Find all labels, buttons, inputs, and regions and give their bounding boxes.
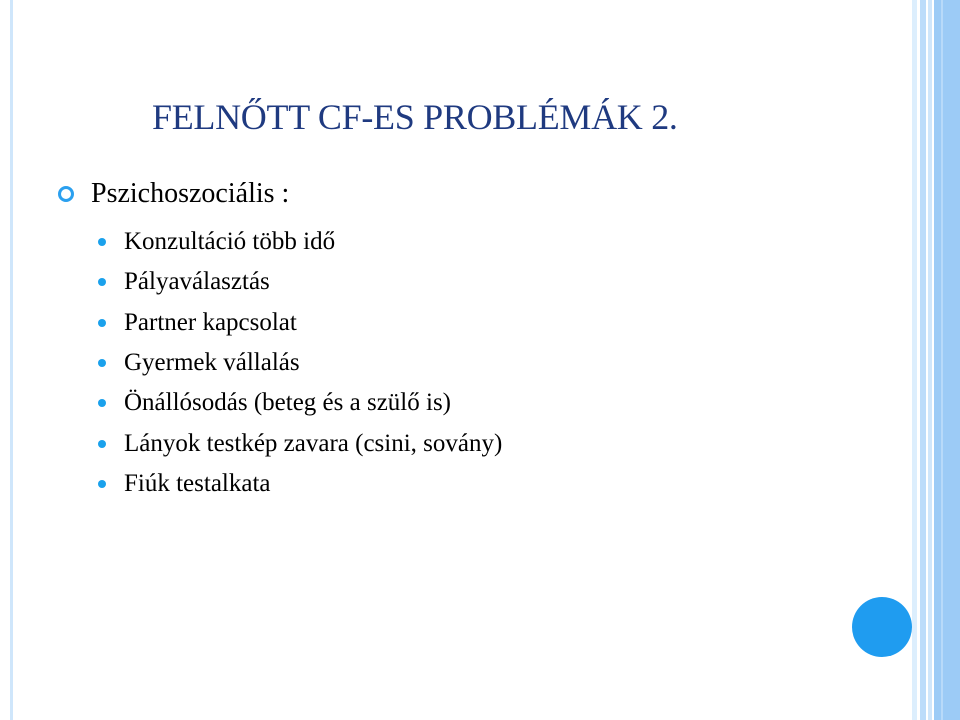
list-item xyxy=(98,464,502,504)
slide-title: FELNŐTT CF-ES PROBLÉMÁK 2. xyxy=(152,97,678,137)
right-decorative-stripe xyxy=(934,0,960,720)
list-item xyxy=(98,262,502,302)
list-item-text: Konzultáció több idő xyxy=(124,228,336,256)
sub-bullet-list xyxy=(98,222,502,504)
main-bullet-text: Pszichoszociális : xyxy=(91,178,290,209)
dot-bullet-icon xyxy=(98,440,106,448)
dot-bullet-icon xyxy=(98,399,106,407)
list-item xyxy=(98,222,502,262)
dot-bullet-icon xyxy=(98,238,106,246)
main-bullet xyxy=(58,178,289,210)
right-decorative-stripe xyxy=(920,0,926,720)
list-item-text: Partner kapcsolat xyxy=(124,308,297,336)
list-item-text: Önállósodás (beteg és a szülő is) xyxy=(124,389,452,417)
list-item xyxy=(98,423,502,463)
list-item-text: Lányok testkép zavara (csini, sovány) xyxy=(124,429,503,457)
ring-bullet-icon xyxy=(58,186,74,202)
right-decorative-stripe xyxy=(928,0,932,720)
left-decorative-line xyxy=(10,0,13,720)
list-item xyxy=(98,303,502,343)
right-decorative-stripe xyxy=(941,0,943,720)
list-item xyxy=(98,383,502,423)
list-item xyxy=(98,343,502,383)
dot-bullet-icon xyxy=(98,278,106,286)
list-item-text: Fiúk testalkata xyxy=(124,469,271,497)
right-decorative-stripe xyxy=(912,0,917,720)
list-item-text: Gyermek vállalás xyxy=(124,349,300,377)
list-item-text: Pályaválasztás xyxy=(124,268,270,296)
dot-bullet-icon xyxy=(98,319,106,327)
dot-bullet-icon xyxy=(98,480,106,488)
decorative-circle xyxy=(852,597,912,657)
dot-bullet-icon xyxy=(98,359,106,367)
